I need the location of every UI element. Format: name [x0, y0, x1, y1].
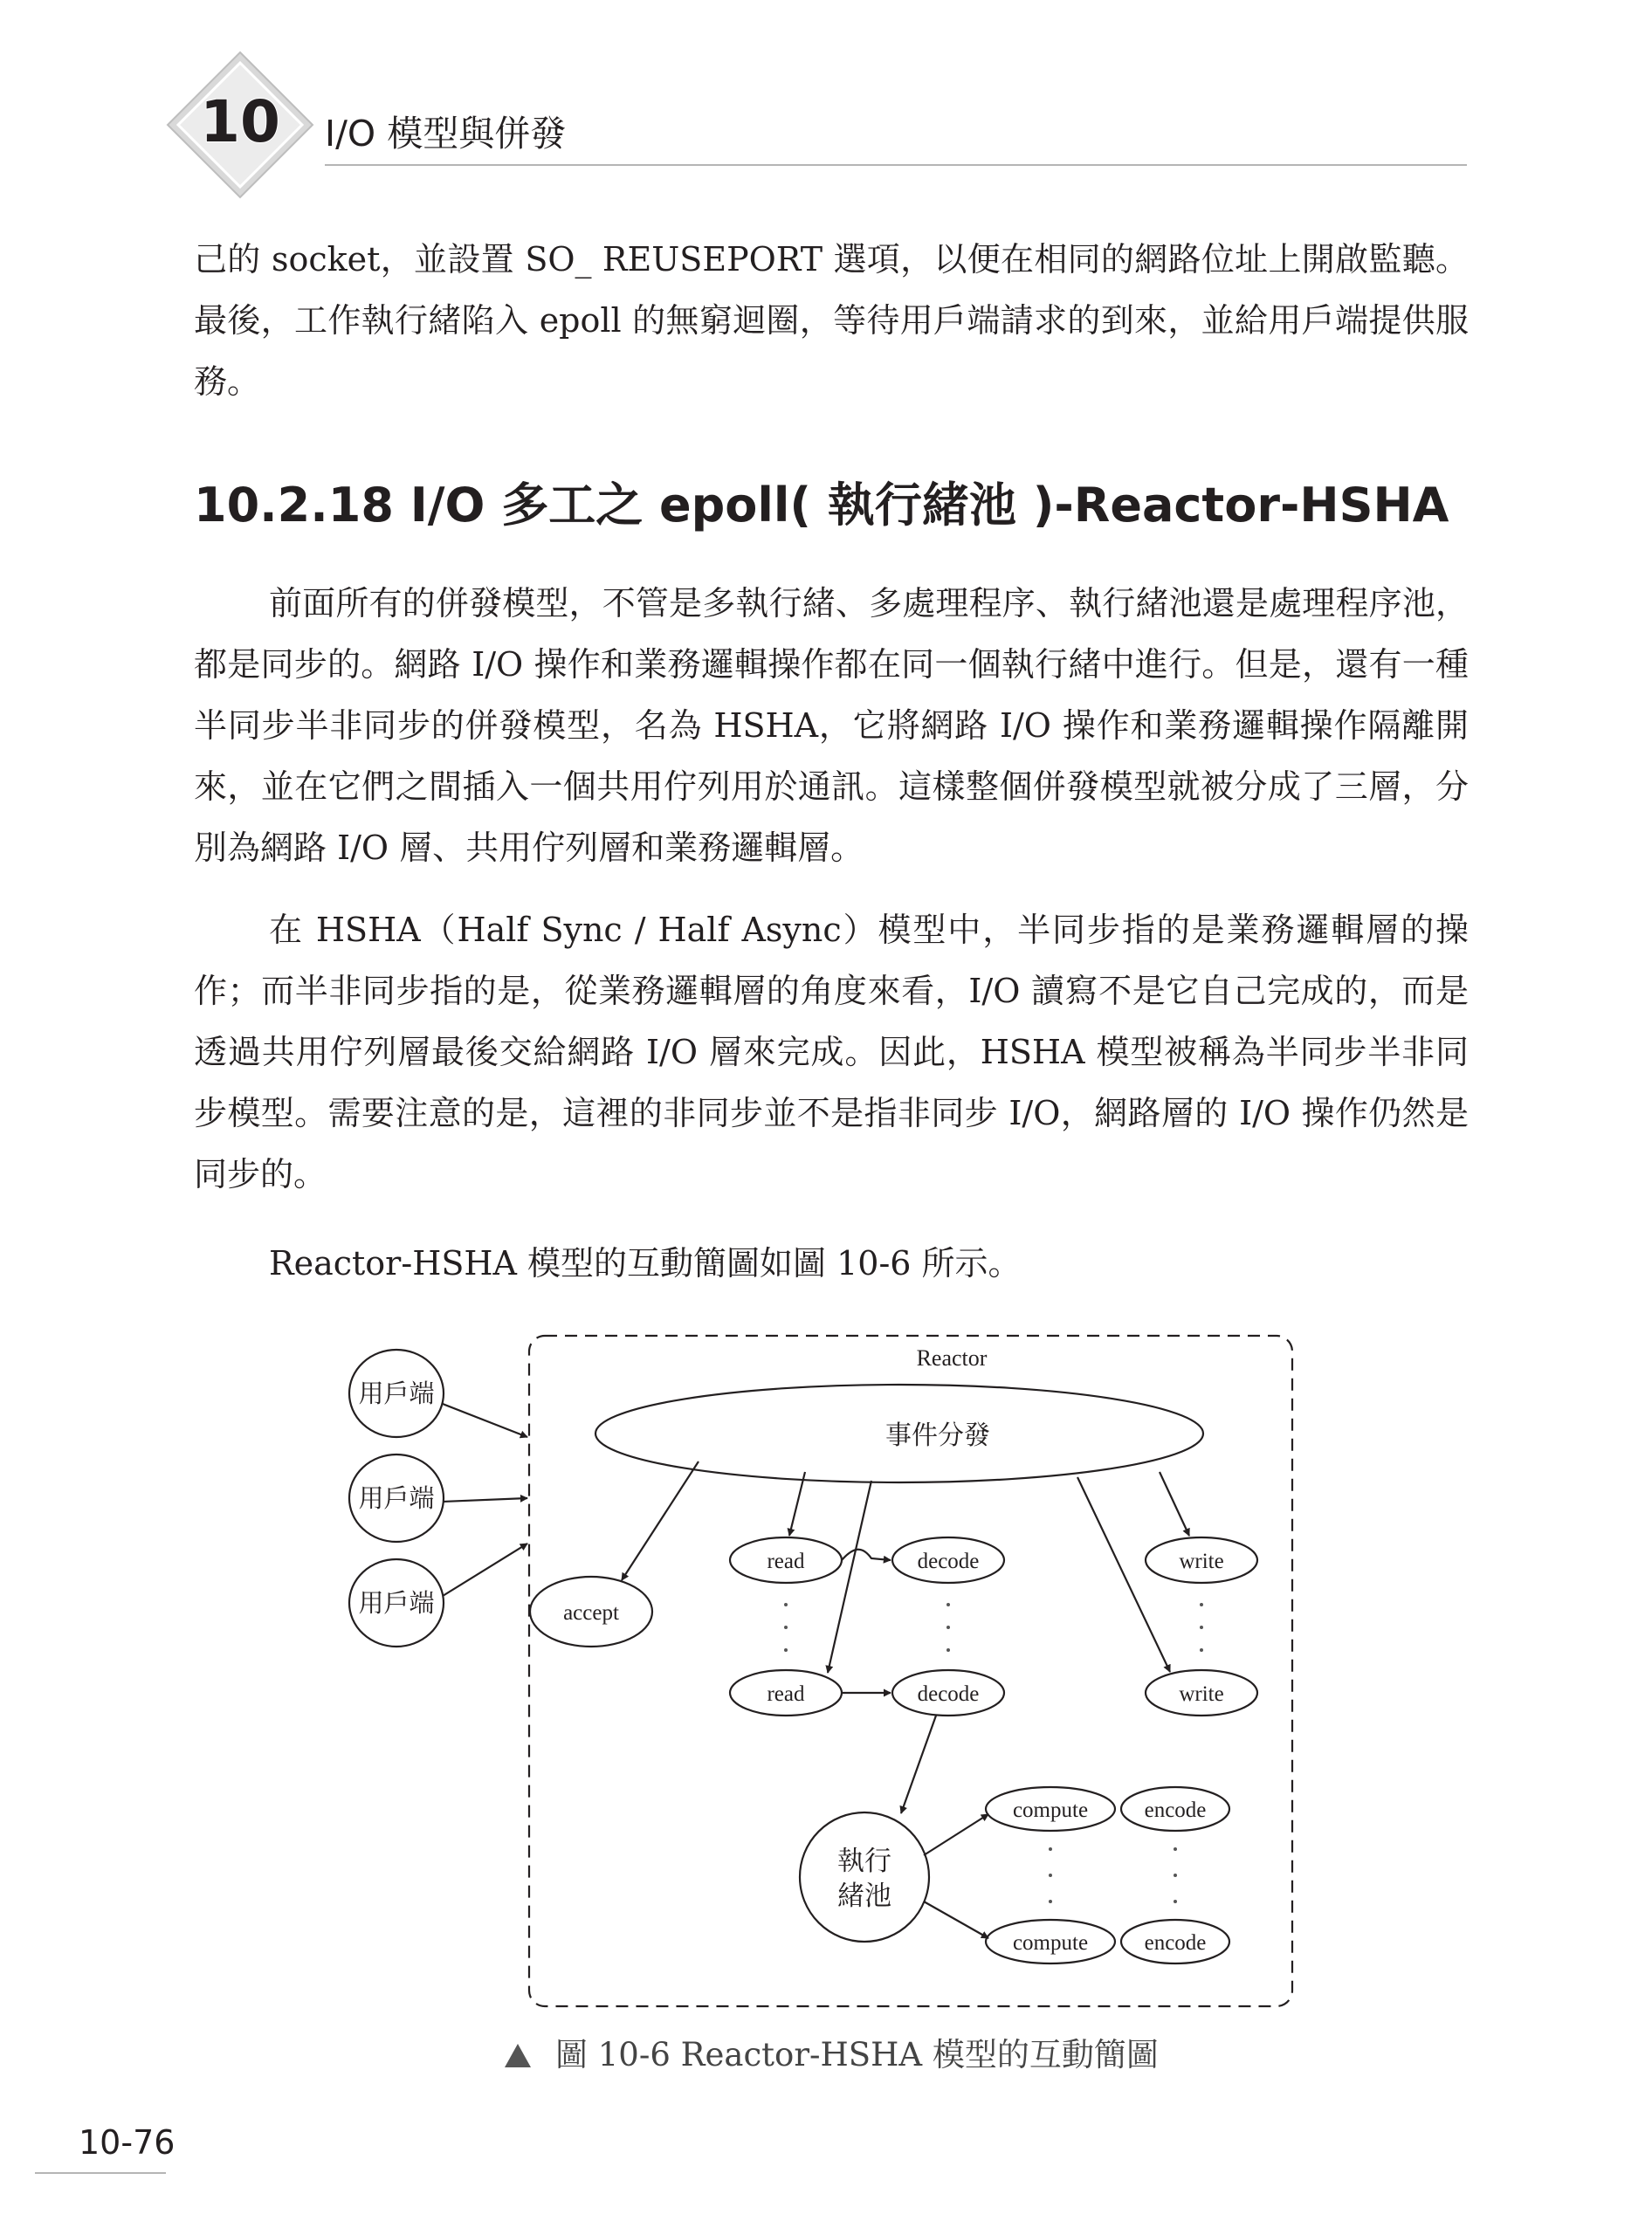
page-number: 10-76	[79, 2123, 176, 2162]
paragraph-1: 己的 socket，並設置 SO_ REUSEPORT 選項，以便在相同的網路位址上開啟監聽。最後，工作執行緒陷入 epoll 的無窮迴圈，等待用戶端請求的到來，並給用戶端提供服務。	[194, 240, 1469, 401]
chapter-number: 10	[200, 88, 280, 155]
thread-pool-node	[800, 1812, 929, 1942]
paragraph-2: 前面所有的併發模型，不管是多執行緒、多處理程序、執行緒池還是處理程序池，都是同步的。網路 I/O 操作和業務邏輯操作都在同一個執行緒中進行。但是，還有一種半同步半非同步的併發模型，名為 HSHA，它將網路 I/O 操作和業務邏輯操作隔離開來，並在它們之間插入一個共用佇列用於通訊。這樣整個併發模型就被分成了三層，分別為網路 I/O 層、共用佇列層和業務邏輯層。	[194, 584, 1469, 867]
decode-label-top: decode	[917, 1550, 980, 1573]
caption-text: 圖 10-6 Reactor-HSHA 模型的互動簡圖	[555, 2036, 1159, 2073]
chapter-badge	[166, 51, 314, 199]
arrow-client1-reactor	[443, 1404, 527, 1437]
arrow-decode-threadpool	[901, 1716, 936, 1813]
client-label-2: 用戶端	[358, 1485, 435, 1513]
encode-label-top: encode	[1144, 1798, 1207, 1822]
section-heading: 10.2.18 I/O 多工之 epoll( 執行緒池 )-Reactor-HSHA	[194, 478, 1449, 533]
caption-triangle-icon	[505, 2044, 531, 2067]
figure-caption	[505, 2028, 1159, 2075]
paragraph-4: Reactor-HSHA 模型的互動簡圖如圖 10-6 所示。	[269, 1244, 1022, 1283]
accept-label: accept	[563, 1601, 619, 1625]
arrow-dispatch-write-top	[1160, 1472, 1189, 1536]
arrow-read-decode-top	[842, 1550, 891, 1560]
compute-label-bottom: compute	[1012, 1931, 1089, 1955]
arrow-dispatch-accept	[622, 1461, 699, 1580]
arrow-client2-reactor	[443, 1498, 527, 1502]
dispatcher-label: 事件分發	[885, 1421, 990, 1450]
compute-label-top: compute	[1012, 1798, 1089, 1822]
arrow-dispatch-read-bottom	[828, 1481, 871, 1673]
write-label-bottom: write	[1179, 1682, 1224, 1706]
read-label-bottom: read	[767, 1682, 805, 1706]
client-label-3: 用戶端	[358, 1590, 435, 1618]
header-divider	[325, 164, 1467, 166]
reactor-label: Reactor	[916, 1345, 988, 1371]
encode-label-bottom: encode	[1144, 1931, 1207, 1955]
arrow-threadpool-compute-bottom	[924, 1901, 988, 1938]
arrow-client3-reactor	[443, 1544, 527, 1596]
decode-label-bottom: decode	[917, 1682, 980, 1706]
footer-divider	[35, 2172, 166, 2174]
arrow-threadpool-compute-top	[924, 1814, 988, 1855]
thread-pool-label-line2: 緒池	[837, 1881, 891, 1911]
thread-pool-label-line1: 執行	[837, 1846, 891, 1876]
paragraph-3: 在 HSHA（Half Sync / Half Async）模型中，半同步指的是業務邏輯層的操作；而半非同步指的是，從業務邏輯層的角度來看，I/O 讀寫不是它自己完成的，而是透過共用佇列層最後交給網路 I/O 層來完成。因此，HSHA 模型被稱為半同步半非同步模型。需要注意的是，這裡的非同步並不是指非同步 I/O，網路層的 I/O 操作仍然是同步的。	[194, 911, 1469, 1193]
chapter-title: I/O 模型與併發	[325, 113, 567, 155]
read-label-top: read	[767, 1550, 805, 1573]
reactor-hsha-diagram	[341, 1327, 1327, 2018]
client-label-1: 用戶端	[358, 1380, 435, 1408]
arrow-dispatch-read-top	[789, 1472, 805, 1536]
write-label-top: write	[1179, 1550, 1224, 1573]
